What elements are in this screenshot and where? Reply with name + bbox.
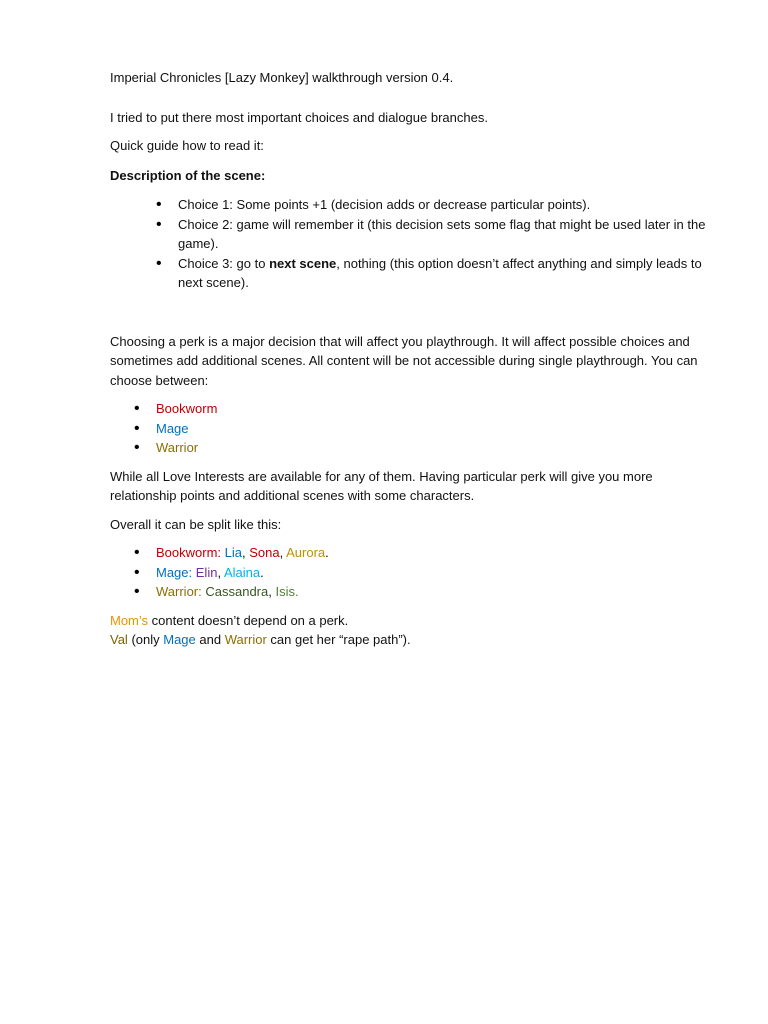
perk-list bbox=[110, 399, 710, 458]
guide-label: Quick guide how to read it: bbox=[110, 138, 264, 153]
split-label: Overall it can be split like this: bbox=[110, 516, 282, 532]
char-aurora: Aurora bbox=[286, 545, 326, 560]
char-cassandra: Cassandra bbox=[205, 584, 269, 599]
split-mage: • Mage: Elin, Alaina. bbox=[156, 563, 710, 583]
val-line: Val (only Mage and Warrior can get her “rape path”). bbox=[110, 632, 411, 647]
intro-text: I tried to put there most important choices and dialogue branches. bbox=[110, 109, 488, 125]
char-val: Val bbox=[110, 632, 128, 647]
document-page bbox=[110, 68, 710, 650]
split-warrior: • Warrior: Cassandra, Isis. bbox=[156, 582, 710, 602]
char-lia: Lia bbox=[224, 545, 243, 560]
choice-list bbox=[110, 195, 710, 293]
char-sona: Sona bbox=[249, 545, 280, 560]
split-list bbox=[110, 543, 710, 602]
char-alaina: Alaina bbox=[223, 564, 261, 580]
perk-warrior: • Warrior bbox=[156, 438, 710, 458]
char-isis: Isis. bbox=[275, 584, 299, 599]
next-scene-bold: next scene bbox=[269, 255, 337, 271]
choice-2: • Choice 2: game will remember it (this decision sets some flag that might be used later in the game). bbox=[178, 215, 710, 254]
perk-mage: • Mage bbox=[156, 419, 710, 439]
perk-bookworm: • Bookworm bbox=[156, 399, 710, 419]
char-mom: Mom’s bbox=[110, 612, 149, 628]
choice-1: • Choice 1: Some points +1 (decision adds or decrease particular points). bbox=[178, 195, 710, 215]
char-elin: Elin bbox=[195, 564, 218, 580]
doc-title: Imperial Chronicles [Lazy Monkey] walkthrough version 0.4. bbox=[110, 70, 454, 85]
split-bookworm: • Bookworm: Lia, Sona, Aurora. bbox=[156, 543, 710, 563]
love-interests-paragraph: While all Love Interests are available for any of them. Having particular perk will give you more relationship points and additional scenes with some characters. bbox=[110, 468, 653, 503]
perk-paragraph: Choosing a perk is a major decision that will affect you playthrough. It will affect possible choices and sometimes add additional scenes. All content will be not accessible during single playthrough. You can choose between: bbox=[110, 333, 698, 388]
mom-line: Mom’s content doesn’t depend on a perk. bbox=[110, 612, 349, 628]
choice-3: • Choice 3: go to next scene, nothing (this option doesn’t affect anything and simply leads to next scene). bbox=[178, 254, 710, 293]
scene-description-heading: Description of the scene: bbox=[110, 167, 266, 183]
